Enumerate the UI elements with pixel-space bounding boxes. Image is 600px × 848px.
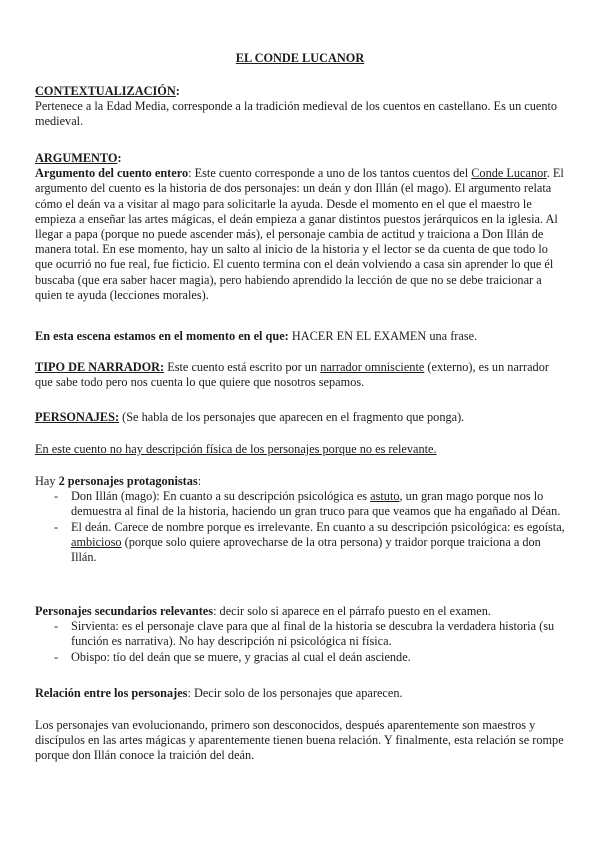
argument-sublabel: Argumento del cuento entero bbox=[35, 166, 189, 181]
characters-heading: PERSONAJES: (Se habla de los personajes que aparecen en el fragmento que ponga). bbox=[35, 410, 465, 424]
list-item: - Sirvienta: es el personaje clave para que al final de la historia se descubra la verdadera historia (su función es narrativa). No hay descripción ni psicológica ni física. bbox=[35, 619, 567, 649]
context-section bbox=[35, 84, 567, 130]
secondary-list bbox=[35, 619, 567, 665]
scene-line: En esta escena estamos en el momento en el que: HACER EN EL EXAMEN una frase. bbox=[35, 329, 478, 343]
relation-heading: Relación entre los personajes: Decir solo de los personajes que aparecen. bbox=[35, 686, 403, 700]
argument-text: Argumento del cuento entero: Este cuento corresponde a uno de los tantos cuentos del Conde Lucanor. El argumento del cuento es la historia de dos personajes: un deán y don Illán (el mago). El argumento relata cómo el deán va a visitar al mago para solicitarle la ayuda. Desde el momento en el que el maestro le empieza a enseñar las artes mágicas, el deán empieza a ganar distintos puestos jerárquicos en la iglesia. Al llegar a papa (porque no puede ascender más), el personaje cambia de actitud y traiciona a Don Illán de manera total. En ese momento, hay un salto al inicio de la historia y el lector se da cuenta de que todo lo que ocurrió no fue real, fue ficticio. El cuento termina con el deán volviendo a casa sin aprender lo que él buscaba (que era saber hacer magia), pero habiendo aprendido la lección de que no se debe traicionar a quien te ayuda (lecciones morales). bbox=[35, 166, 564, 302]
argument-heading: ARGUMENTO: bbox=[35, 151, 122, 165]
relation-paragraph: Los personajes van evolucionando, primero son desconocidos, después aparentemente son maestros y discípulos en las artes mágicas y aparentemente tienen buena relación. Y finalmente, esta relación se rompe porque don Illán conoce la traición del deán. bbox=[35, 718, 564, 763]
protagonists-list bbox=[35, 489, 567, 565]
context-heading: CONTEXTUALIZACIÓN: bbox=[35, 84, 180, 98]
protagonists-section bbox=[35, 474, 567, 565]
conde-lucanor-link: Conde Lucanor bbox=[471, 166, 547, 181]
secondary-section bbox=[35, 604, 567, 665]
secondary-heading: Personajes secundarios relevantes: decir solo si aparece en el párrafo puesto en el examen. bbox=[35, 604, 491, 618]
protagonists-intro: Hay 2 personajes protagonistas: bbox=[35, 474, 202, 488]
narrator-section: TIPO DE NARRADOR: Este cuento está escrito por un narrador omnisciente (externo), es un narrador que sabe todo pero nos cuenta lo que quiere que nosotros sepamos. bbox=[35, 360, 549, 390]
context-text: Pertenece a la Edad Media, corresponde a la tradición medieval de los cuentos en castellano. Es un cuento medieval. bbox=[35, 99, 558, 129]
document-title: EL CONDE LUCANOR bbox=[235, 51, 365, 65]
argument-section bbox=[35, 151, 567, 303]
list-item: - Don Illán (mago): En cuanto a su descripción psicológica es astuto, un gran mago porque nos lo demuestra al final de la historia, haciendo un gran truco para que veamos que ha engañado al Déan. bbox=[35, 489, 567, 519]
physical-note: En este cuento no hay descripción física de los personajes porque no es relevante. bbox=[35, 442, 437, 456]
list-item: - El deán. Carece de nombre porque es irrelevante. En cuanto a su descripción psicológica: es egoísta, ambicioso (porque solo quiere aprovecharse de la otra persona) y traidor porque traiciona a don Illán. bbox=[35, 520, 567, 566]
list-item: - Obispo: tío del deán que se muere, y gracias al cual el deán asciende. bbox=[35, 650, 567, 665]
narrator-label: TIPO DE NARRADOR: bbox=[35, 360, 165, 374]
